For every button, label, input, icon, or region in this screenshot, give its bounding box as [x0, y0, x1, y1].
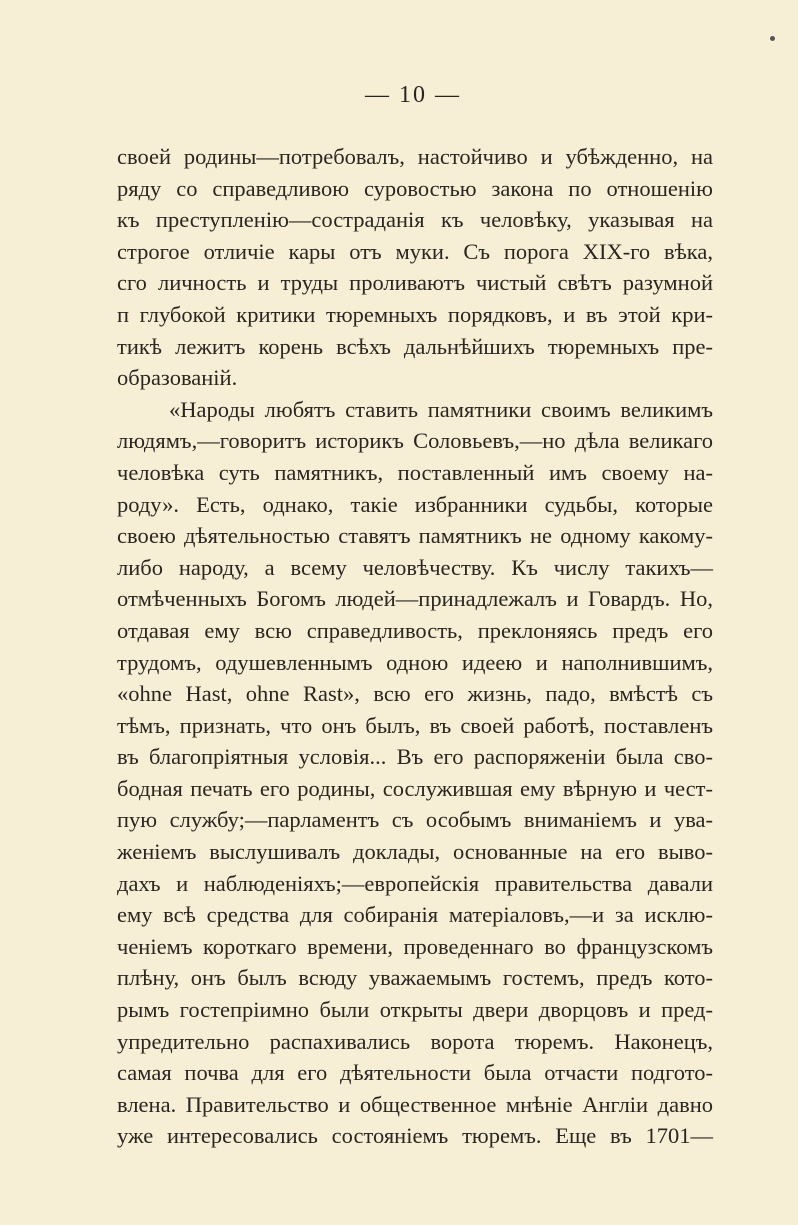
text-line: упредительно распахивались ворота тюремъ. Наконецъ,: [117, 1028, 713, 1054]
text-line: дахъ и наблюденіяхъ;—европейскія правительства давали: [117, 870, 713, 896]
text-line: строгое отличіе кары отъ муки. Съ порога XIX-го вѣка,: [117, 238, 713, 264]
text-line: отдавая ему всю справедливость, преклоняясь предъ его: [117, 617, 713, 643]
text-line: отмѣченныхъ Богомъ людей—принадлежалъ и Говардъ. Но,: [117, 586, 713, 612]
text-line: тѣмъ, признать, что онъ былъ, въ своей работѣ, поставленъ: [117, 712, 713, 738]
text-line: роду». Есть, однако, такіе избранники судьбы, которые: [117, 491, 713, 517]
text-line: бодная печать его родины, сослужившая ему вѣрную и чест-: [117, 775, 713, 801]
text-line: въ благопріятныя условія... Въ его распоряженіи была сво-: [117, 744, 713, 770]
text-line: къ преступленію—состраданія къ человѣку, указывая на: [117, 207, 713, 233]
text-line: п глубокой критики тюремныхъ порядковъ, и въ этой кри-: [117, 301, 713, 327]
text-line: ченіемъ короткаго времени, проведеннаго во французскомъ: [117, 933, 713, 959]
text-line: трудомъ, одушевленнымъ одною идеею и наполнившимъ,: [117, 649, 713, 675]
text-line: уже интересовались состояніемъ тюремъ. Еще въ 1701—: [117, 1123, 713, 1149]
text-line: ему всѣ средства для собиранія матеріаловъ,—и за исклю-: [117, 902, 713, 928]
body-text: [117, 141, 713, 1152]
text-line: самая почва для его дѣятельности была отчасти подгото-: [117, 1060, 713, 1086]
text-line: «ohne Hast, ohne Rast», всю его жизнь, падо, вмѣстѣ съ: [117, 681, 713, 707]
text-line: образованій.: [117, 365, 238, 391]
text-line: рымъ гостепріимно были открыты двери дворцовъ и пред-: [117, 997, 713, 1023]
text-line: тикѣ лежитъ корень всѣхъ дальнѣйшихъ тюремныхъ пре-: [117, 333, 713, 359]
text-line: сго личность и труды проливаютъ чистый свѣтъ разумной: [117, 270, 713, 296]
text-line: плѣну, онъ былъ всюду уважаемымъ гостемъ, предъ кото-: [117, 965, 713, 991]
text-line: влена. Правительство и общественное мнѣніе Англіи давно: [117, 1091, 713, 1117]
page-number: — 10 —: [365, 82, 461, 108]
text-line: человѣка суть памятникъ, поставленный имъ своему на-: [117, 459, 713, 485]
text-line: пую службу;—парламентъ съ особымъ вниманіемъ и ува-: [117, 807, 713, 833]
text-line: своею дѣятельностью ставятъ памятникъ не одному какому-: [117, 523, 713, 549]
text-line: людямъ,—говоритъ историкъ Соловьевъ,—но дѣла великаго: [117, 428, 713, 454]
text-line: «Народы любятъ ставить памятники своимъ великимъ: [169, 396, 713, 422]
text-line: ряду со справедливою суровостью закона по отношенію: [117, 175, 713, 201]
text-line: женіемъ выслушивалъ доклады, основанные на его выво-: [117, 839, 713, 865]
scan-speck: [770, 36, 775, 41]
paragraph-1: [117, 141, 713, 394]
text-line: своей родины—потребовалъ, настойчиво и убѣжденно, на: [117, 144, 713, 169]
paragraph-2: [117, 394, 713, 1152]
text-line: либо народу, а всему человѣчеству. Къ числу такихъ—: [117, 554, 713, 580]
